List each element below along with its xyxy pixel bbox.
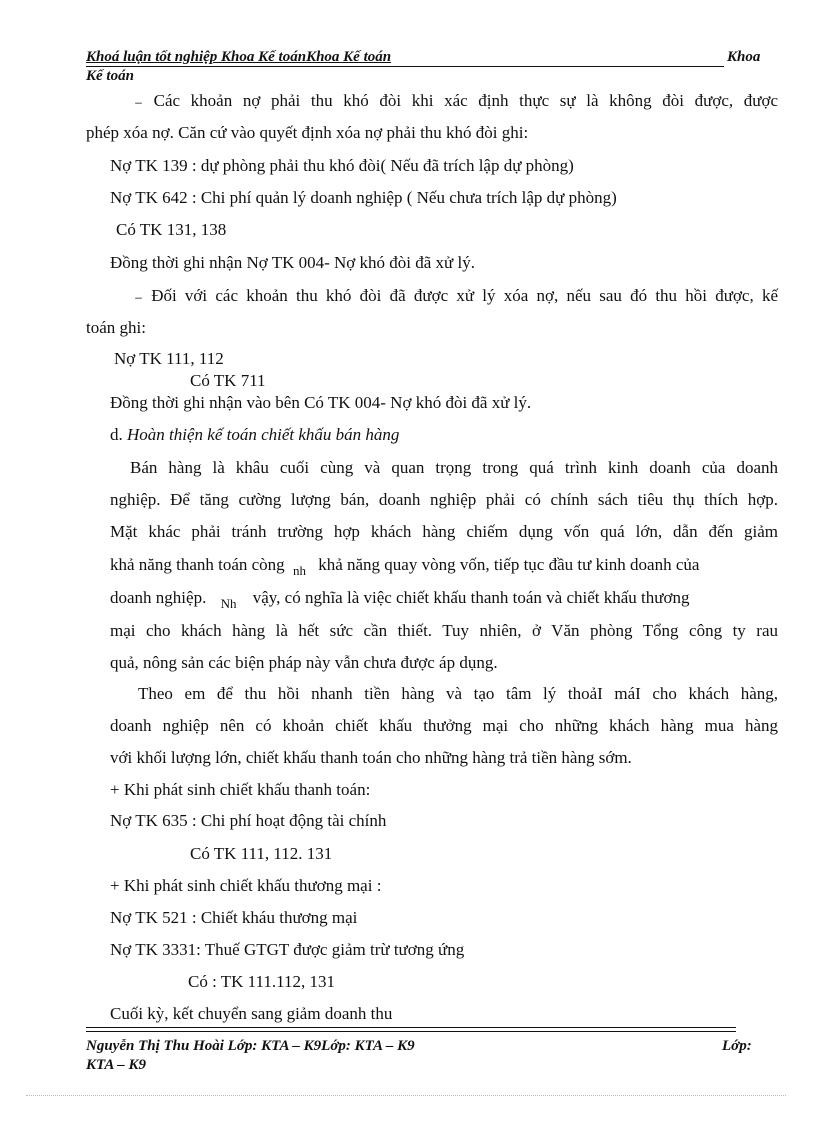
para-1-line-1: ₋ Các khoản nợ phải thu khó đòi khi xác định thực sự là không đòi được, được (134, 91, 778, 110)
para-3-line-4-part-b: khả năng quay vòng vốn, tiếp tục đầu tư kinh doanh của (318, 555, 700, 574)
entry-debit-3331: Nợ TK 3331: Thuế GTGT được giảm trừ tương ứng (110, 940, 465, 959)
footer-right: Lớp: (722, 1038, 752, 1054)
para-4-line-1: Theo em để thu hồi nhanh tiền hàng và tạo tâm lý thoảI máI cho khách hàng, (138, 684, 778, 703)
header-rule (86, 66, 724, 67)
page-bottom-dotted-border (26, 1095, 786, 1096)
header-title: Khoá luận tốt nghiệp Khoa Kế toánKhoa Kế toán (86, 49, 392, 65)
entry-debit-004: Đồng thời ghi nhận Nợ TK 004- Nợ khó đòi đã xử lý. (110, 253, 475, 272)
trade-discount-heading: + Khi phát sinh chiết khấu thương mại : (110, 876, 382, 895)
entry-debit-635: Nợ TK 635 : Chi phí hoạt động tài chính (110, 811, 387, 830)
para-3-line-7: quả, nông sản các biện pháp này vẫn chưa được áp dụng. (110, 653, 498, 672)
para-1-line-2: phép xóa nợ. Căn cứ vào quyết định xóa nợ phải thu khó đòi ghi: (86, 123, 529, 142)
section-heading-d (110, 425, 399, 445)
footer-author: Nguyễn Thị Thu Hoài Lớp: KTA – K9Lớp: KTA – K9 (86, 1038, 415, 1054)
para-4-line-2: doanh nghiệp nên có khoản chiết khấu thưởng mại cho những khách hàng mua hàng (110, 716, 778, 735)
entry-debit-521: Nợ TK 521 : Chiết kháu thương mại (110, 908, 358, 927)
para-3-line-3: Mặt khác phải tránh trường hợp khách hàng chiếm dụng vốn quá lớn, dẫn đến giảm (110, 522, 778, 541)
para-3-line-5-fragment: Nh (220, 596, 237, 611)
para-3-line-4 (110, 555, 778, 576)
footer-line2: KTA – K9 (86, 1057, 147, 1073)
section-heading-label: d. (110, 425, 123, 444)
entry-credit-131-138: Có TK 131, 138 (116, 220, 227, 239)
section-heading-text: Hoàn thiện kế toán chiết khấu bán hàng (127, 425, 400, 444)
para-3-line-1: Bán hàng là khâu cuối cùng và quan trọng trong quá trình kinh doanh của doanh (130, 458, 778, 477)
header-line2: Kế toán (86, 68, 134, 84)
para-3-line-2: nghiệp. Để tăng cường lượng bán, doanh nghiệp phải có chính sách tiêu thụ thích hợp. (110, 490, 778, 509)
header-right: Khoa (727, 49, 761, 65)
entry-credit-004: Đồng thời ghi nhận vào bên Có TK 004- Nợ khó đòi đã xử lý. (110, 393, 532, 412)
para-3-line-5 (110, 588, 778, 609)
entry-credit-711: Có TK 711 (190, 371, 266, 390)
entry-credit-111-112-131: Có TK 111, 112. 131 (190, 844, 333, 863)
para-3-line-5-part-b: vậy, có nghĩa là việc chiết khấu thanh toán và chiết khấu thương (252, 588, 690, 607)
entry-debit-111-112: Nợ TK 111, 112 (114, 349, 224, 368)
entry-debit-642: Nợ TK 642 : Chi phí quản lý doanh nghiệp ( Nếu chưa trích lập dự phòng) (110, 188, 617, 207)
entry-debit-139: Nợ TK 139 : dự phòng phải thu khó đòi( Nếu đã trích lập dự phòng) (110, 156, 574, 175)
footer-rule-1 (86, 1027, 736, 1028)
para-3-line-5-part-a: doanh nghiệp. (110, 588, 207, 607)
para-2-line-1: ₋ Đối với các khoản thu khó đòi đã được xử lý xóa nợ, nếu sau đó thu hồi được, kế (134, 286, 778, 305)
entry-credit-111-112-131b: Có : TK 111.112, 131 (188, 972, 336, 991)
payment-discount-heading: + Khi phát sinh chiết khấu thanh toán: (110, 780, 371, 799)
para-3-line-4-part-a: khả năng thanh toán còng (110, 555, 285, 574)
closing-entry-text: Cuối kỳ, kết chuyển sang giảm doanh thu (110, 1004, 393, 1023)
para-3-line-4-fragment: nh (292, 563, 306, 578)
footer-rule-2 (86, 1031, 736, 1032)
para-2-line-2: toán ghi: (86, 318, 146, 337)
para-4-line-3: với khối lượng lớn, chiết khấu thanh toán cho những hàng trả tiền hàng sớm. (110, 748, 632, 767)
para-3-line-6: mại cho khách hàng là hết sức cần thiết. Tuy nhiên, ở Văn phòng Tổng công ty rau (110, 621, 778, 640)
